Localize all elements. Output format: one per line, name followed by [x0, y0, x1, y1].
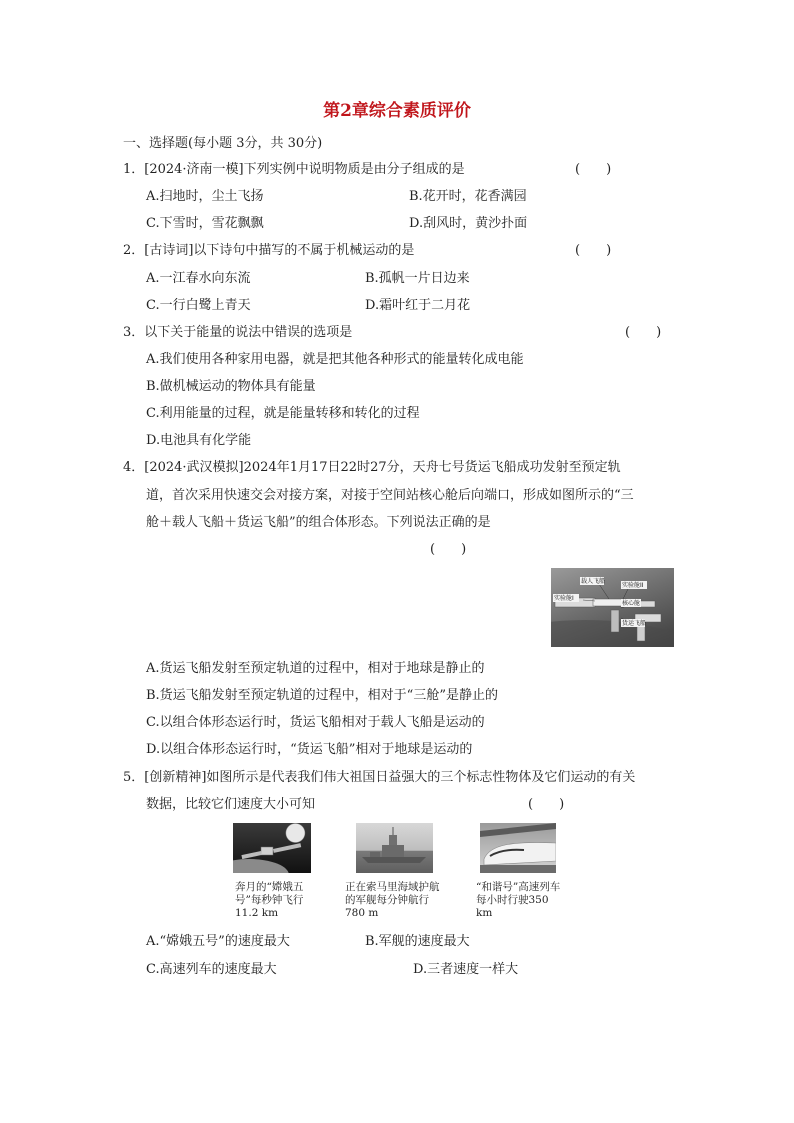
- page-title: 第2章综合素质评价: [323, 101, 471, 121]
- warship-image: [356, 823, 433, 873]
- q2-answer-paren: ( ): [575, 243, 612, 258]
- q4-stem-line3: 舱＋载人飞船＋货运飞船”的组合体形态。下列说法正确的是: [146, 515, 491, 530]
- space-station-image: [551, 568, 674, 647]
- q3-answer-paren: ( ): [625, 325, 662, 340]
- q3-option-b: B.做机械运动的物体具有能量: [146, 379, 316, 394]
- caption-train: “和谐号”高速列车每小时行驶350 km: [476, 881, 561, 919]
- label-lab-module-2: 实验舱II: [622, 582, 644, 589]
- q4-option-b: B.货运飞船发射至预定轨道的过程中，相对于“三舱”是静止的: [146, 688, 498, 703]
- q5-option-b: B.军舰的速度最大: [365, 934, 470, 949]
- caption-warship: 正在索马里海域护航的军舰每分钟航行780 m: [345, 881, 440, 919]
- q2-option-a: A.一江春水向东流: [146, 271, 251, 286]
- q5-option-c: C.高速列车的速度最大: [146, 962, 277, 977]
- q4-stem-line2: 道，首次采用快速交会对接方案，对接于空间站核心舱后向端口，形成如图所示的“三: [146, 488, 634, 503]
- label-lab-module-1: 实验舱I: [554, 595, 574, 602]
- q4-answer-paren: ( ): [430, 542, 467, 557]
- space-station-illustration: [551, 568, 674, 647]
- q2-option-b: B.孤帆一片日边来: [365, 271, 470, 286]
- q4-stem-line1: 4．[2024·武汉模拟]2024年1月17日22时27分，天舟七号货运飞船成功发射至预定轨: [123, 460, 621, 475]
- caption-change5: 奔月的“嫦娥五号”每秒钟飞行11.2 km: [235, 881, 304, 919]
- q1-option-a: A.扫地时，尘土飞扬: [146, 189, 264, 204]
- q1-option-d: D.刮风时，黄沙扑面: [409, 216, 528, 231]
- q4-option-a: A.货运飞船发射至预定轨道的过程中，相对于地球是静止的: [146, 661, 485, 676]
- q1-answer-paren: ( ): [575, 162, 612, 177]
- q5-option-a: A.“嫦娥五号”的速度最大: [146, 934, 290, 949]
- q5-stem-line2: 数据，比较它们速度大小可知: [146, 797, 316, 812]
- q2-option-c: C.一行白鹭上青天: [146, 298, 251, 313]
- change5-image: [233, 823, 311, 873]
- q5-option-d: D.三者速度一样大: [413, 962, 519, 977]
- q5-answer-paren: ( ): [528, 797, 565, 812]
- q5-stem-line1: 5．[创新精神]如图所示是代表我们伟大祖国日益强大的三个标志性物体及它们运动的有关: [123, 770, 636, 785]
- q3-option-c: C.利用能量的过程，就是能量转移和转化的过程: [146, 406, 420, 421]
- label-core-module: 核心舱: [622, 600, 641, 607]
- q4-option-d: D.以组合体形态运行时，“货运飞船”相对于地球是运动的: [146, 742, 473, 757]
- q4-option-c: C.以组合体形态运行时，货运飞船相对于载人飞船是运动的: [146, 715, 485, 730]
- q1-option-c: C.下雪时，雪花飘飘: [146, 216, 264, 231]
- q3-option-d: D.电池具有化学能: [146, 433, 252, 448]
- train-image: [480, 823, 556, 873]
- q3-option-a: A.我们使用各种家用电器，就是把其他各种形式的能量转化成电能: [146, 352, 524, 367]
- label-cargo-ship: 货运飞船: [622, 620, 647, 627]
- q1-option-b: B.花开时，花香满园: [409, 189, 527, 204]
- q1-stem: 1．[2024·济南一模]下列实例中说明物质是由分子组成的是: [123, 162, 465, 177]
- q2-option-d: D.霜叶红于二月花: [365, 298, 471, 313]
- q2-stem: 2．[古诗词]以下诗句中描写的不属于机械运动的是: [123, 243, 415, 258]
- label-crewed-ship: 载人飞船: [581, 578, 606, 585]
- section-heading: 一、选择题(每小题 3分，共 30分): [123, 136, 323, 151]
- q3-stem: 3．以下关于能量的说法中错误的选项是: [123, 325, 353, 340]
